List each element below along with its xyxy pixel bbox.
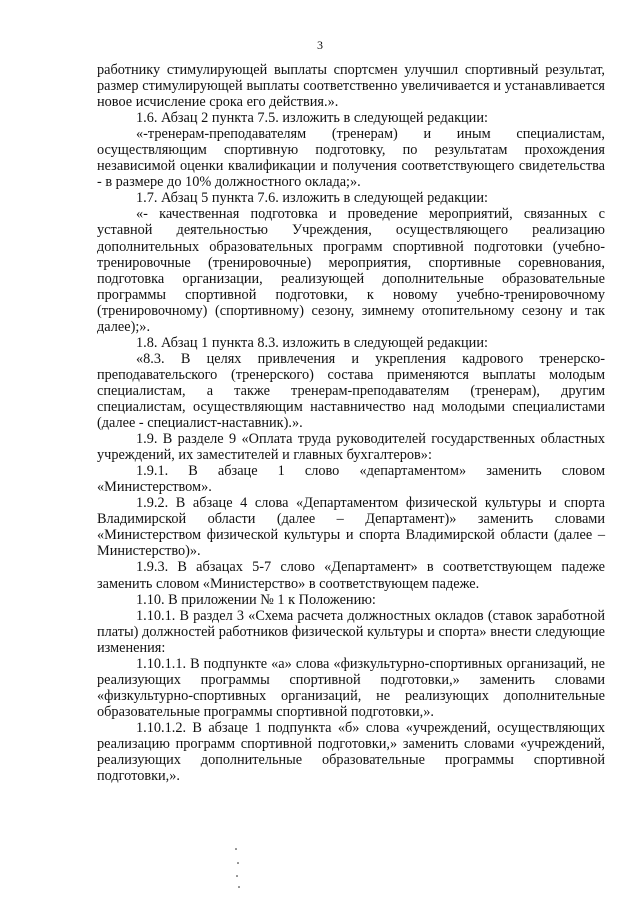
scan-speck xyxy=(238,886,240,888)
paragraph-p1_9_3: 1.9.3. В абзацах 5-7 слово «Департамент» в соответствующем падеже заменить словом «Министерство» в соответствующем падеже. xyxy=(97,559,605,592)
paragraph-p1_9: 1.9. В разделе 9 «Оплата труда руководителей государственных областных учреждений, их заместителей и главных бухгалтеров»: xyxy=(97,431,605,464)
document-body xyxy=(97,62,605,784)
paragraph-p1_10_1_1: 1.10.1.1. В подпункте «а» слова «физкультурно-спортивных организаций, не реализующих программы спортивной подготовки,» заменить словами «физкультурно-спортивных организаций, не реализующих дополнительные образовательные программы спортивной подготовки,». xyxy=(97,655,605,720)
scan-speck xyxy=(235,848,237,850)
paragraph-p1_6q: «-тренерам-преподавателям (тренерам) и иным специалистам, осуществляющим спортивную подготовку, по результатам прохождения независимой оценки квалификации и получения соответствующего свидетельства - в размере до 10% должностного оклада;». xyxy=(97,126,605,191)
paragraph-p1_7: 1.7. Абзац 5 пункта 7.6. изложить в следующей редакции: xyxy=(136,190,488,207)
paragraph-p1_10: 1.10. В приложении № 1 к Положению: xyxy=(136,591,376,608)
paragraph-p1_7q: «- качественная подготовка и проведение мероприятий, связанных с уставной деятельностью Учреждения, осуществляющего реализацию дополнительных образовательных программ спортивной подготовки (учебно-тренировочные (тренировочные) мероприятия, спортивные соревнования, подготовка организации, реализующей дополнительные образовательные программы спортивной подготовки, к новому учебно-тренировочному (тренировочному) (спортивному) сезону, зимнему отопительному сезону и так далее);». xyxy=(97,206,605,335)
paragraph-p1_6: 1.6. Абзац 2 пункта 7.5. изложить в следующей редакции: xyxy=(136,110,488,127)
paragraph-p1_8q: «8.3. В целях привлечения и укрепления кадрового тренерско-преподавательского (тренерского) состава применяются выплаты молодым специалистам, а также тренерам-преподавателям (тренерам), другим специалистам, осуществляющим наставничество над молодыми специалистами (далее - специалист-наставник).». xyxy=(97,350,605,432)
paragraph-cont: работнику стимулирующей выплаты спортсмен улучшил спортивный результат, размер стимулирующей выплаты соответственно увеличивается и устанавливается новое исчисление срока его действия.». xyxy=(97,62,605,111)
page-number: 3 xyxy=(317,38,323,52)
paragraph-p1_9_1: 1.9.1. В абзаце 1 слово «департаментом» заменить словом «Министерством». xyxy=(97,463,605,496)
paragraph-p1_9_2: 1.9.2. В абзаце 4 слова «Департаментом физической культуры и спорта Владимирской области (далее – Департамент)» заменить словами «Министерством физической культуры и спорта Владимирской области (далее – Министерство)». xyxy=(97,495,605,560)
scan-speck xyxy=(237,862,239,864)
scan-speck xyxy=(236,875,238,877)
paragraph-p1_8: 1.8. Абзац 1 пункта 8.3. изложить в следующей редакции: xyxy=(136,334,488,351)
scan-specks xyxy=(232,848,244,888)
paragraph-p1_10_1_2: 1.10.1.2. В абзаце 1 подпункта «б» слова «учреждений, осуществляющих реализацию программ спортивной подготовки,» заменить словами «учреждений, реализующих дополнительные образовательные программы спортивной подготовки,». xyxy=(97,719,605,785)
paragraph-p1_10_1: 1.10.1. В раздел 3 «Схема расчета должностных окладов (ставок заработной платы) должностей работников физической культуры и спорта» внести следующие изменения: xyxy=(97,607,605,656)
